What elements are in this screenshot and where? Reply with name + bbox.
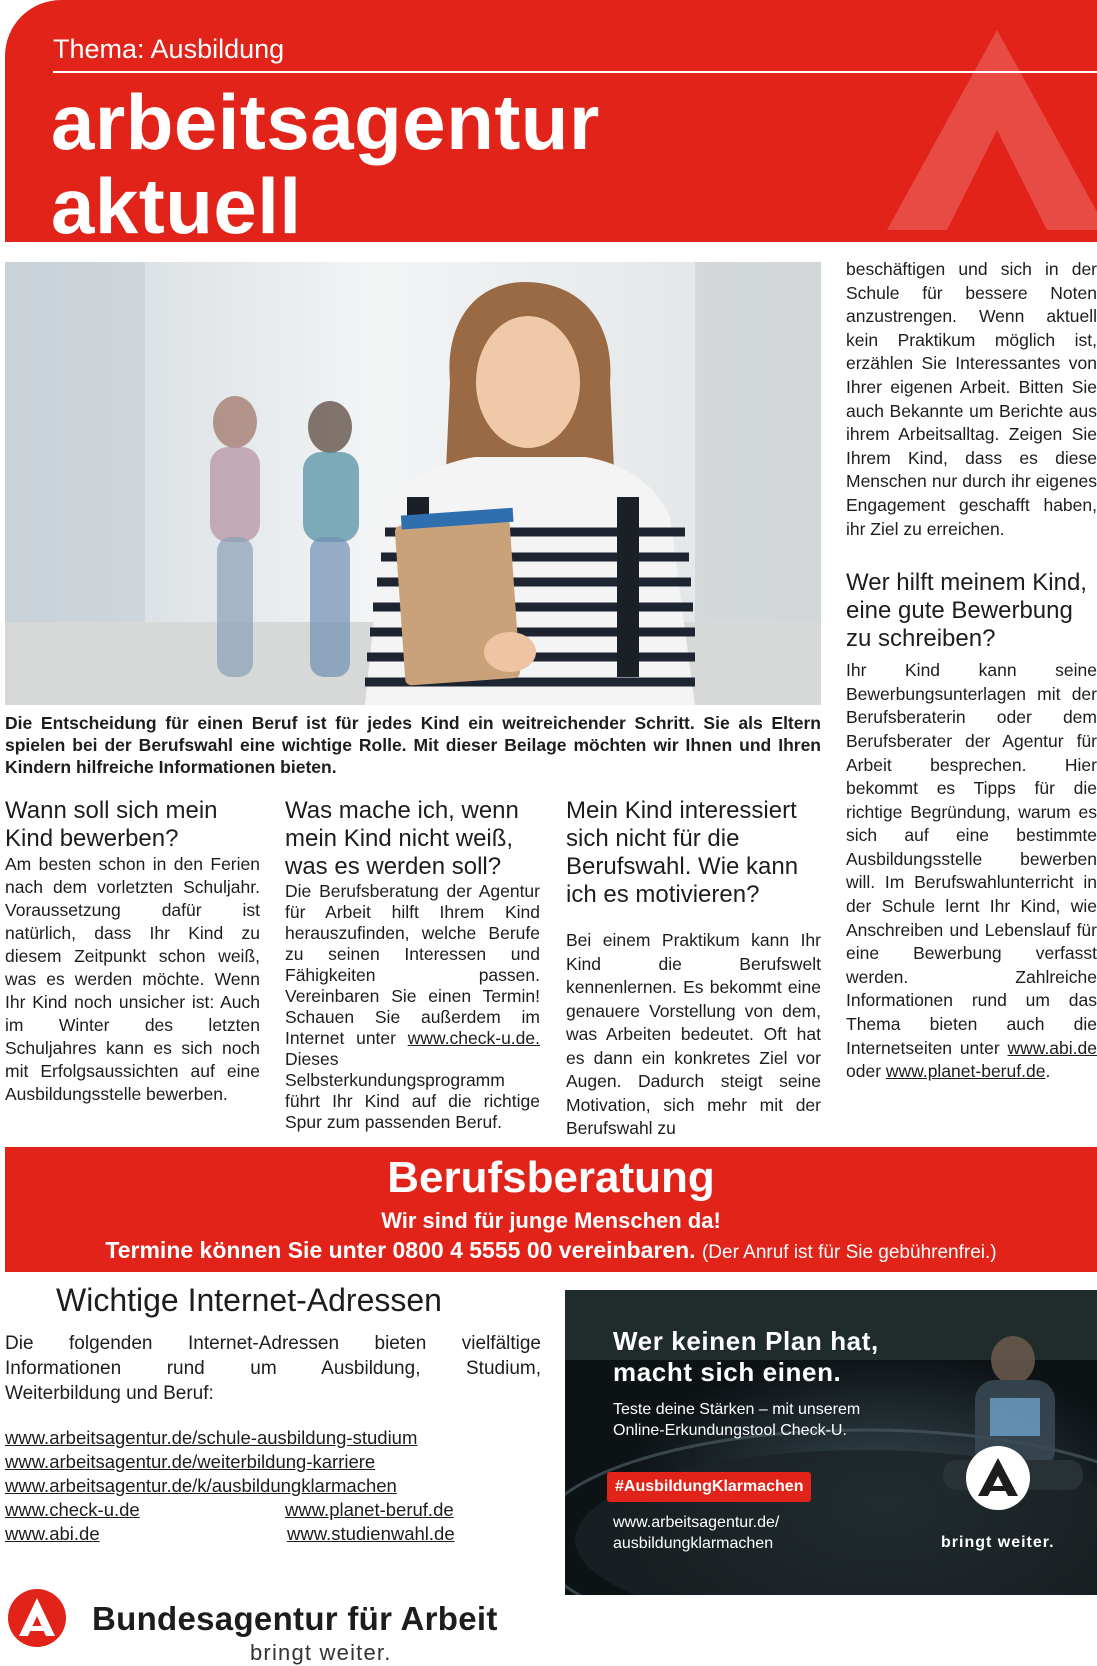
check-u-link[interactable]: www.check-u.de. [407, 1028, 540, 1048]
advert-url-line: www.arbeitsagentur.de/ [613, 1514, 780, 1531]
article-body-text: Die Berufsberatung der Agentur für Arbeit hilft Ihrem Kind herauszufinden, welche Berufe zu seinen Interessen und Fähigkeiten passen. Vereinbaren Sie einen Termin! Schauen Sie außerdem im Internet unter [285, 881, 540, 1048]
banner-note: (Der Anruf ist für Sie gebührenfrei.) [701, 1242, 997, 1263]
link-abi[interactable]: www.abi.de [5, 1523, 100, 1544]
article-continuation: beschäftigen und sich in der Schule für bessere Noten anzustrengen. Wenn aktuell kein Praktikum möglich ist, erzählen Sie Interessantes von Ihrer eigenen Arbeit. Bitten Sie auch Bekannte um Berichte aus ihrem Arbeitsalltag. Zeigen Sie Ihrem Kind, dass es diese Menschen nur durch ihr eigenes Engagement geschafft haben, ihr Ziel zu erreichen. [846, 259, 1097, 539]
article-body: Am besten schon in den Ferien nach dem vorletzten Schuljahr. Voraussetzung dafür ist natürlich, dass Ihr Kind zu diesem Zeitpunkt schon weiß, was es werden möchte. Wenn Ihr Kind noch unsicher ist: Auch im Winter des letzten Schuljahres kann es sich noch mit Erfolgsaussichten auf eine Ausbildungsstelle bewerben. [5, 854, 260, 1104]
article-heading: Wer hilft meinem Kind, eine gute Bewerbung zu schreiben? [846, 569, 1087, 653]
advert-subline [613, 1399, 860, 1441]
article-when-to-apply [5, 797, 260, 1106]
masthead-title-line1: arbeitsagentur [51, 78, 600, 166]
article-heading: Was mache ich, wenn mein Kind nicht weiß, was es werden soll? [285, 797, 519, 880]
article-heading: Mein Kind interessiert sich nicht für die Berufswahl. Wie kann ich es motivieren? [566, 797, 799, 908]
advert-claim: bringt weiter. [941, 1534, 1055, 1551]
kicker: Thema: Ausbildung [53, 34, 285, 64]
article-body [846, 659, 1097, 1084]
internet-addresses-title: Wichtige Internet-Adressen [56, 1282, 442, 1318]
organisation-name: Bundesagentur für Arbeit [92, 1600, 498, 1637]
masthead [5, 0, 1097, 242]
agency-logo-icon [966, 1446, 1030, 1510]
link-weiterbildung-karriere[interactable]: www.arbeitsagentur.de/weiterbildung-karriere [5, 1451, 376, 1472]
article-body-text: . [1045, 1061, 1051, 1082]
hashtag-badge: #AusbildungKlarmachen [607, 1472, 811, 1502]
intro-line: Die folgenden Internet-Adressen bieten vielfältige [5, 1333, 541, 1354]
link-planet-beruf[interactable]: www.planet-beruf.de [285, 1499, 454, 1520]
link-studienwahl[interactable]: www.studienwahl.de [287, 1523, 455, 1544]
banner-title: Berufsberatung [387, 1153, 715, 1202]
article-body-text: Ihr Kind kann seine Bewerbungsunterlagen mit der Berufsberaterin oder dem Berufsberater der Agentur für Arbeit besprechen. Hier bekommt es Tipps für die richtige Begründung, warum es sich auf eine bestimmte Ausbildungsstelle bewerben will. Im Berufswahlunterricht in der Schule lernt Ihr Kind, wie Anschreiben und Lebenslauf für eine Bewerbung verfasst werden. Zahlreiche Informationen rund um das Thema bieten auch die Internetseiten unter [846, 660, 1097, 1058]
advert-headline-line: Wer keinen Plan hat, [613, 1326, 879, 1356]
article-right-column [846, 258, 1097, 1084]
planet-beruf-link[interactable]: www.planet-beruf.de [885, 1061, 1046, 1082]
link-schule-ausbildung-studium[interactable]: www.arbeitsagentur.de/schule-ausbildung-studium [5, 1427, 418, 1448]
article-career-guidance [285, 797, 540, 1133]
berufsberatung-banner [5, 1147, 1097, 1272]
agency-logo-mark [966, 1446, 1030, 1510]
header-rule [53, 71, 1097, 73]
advert-headline-line: macht sich einen. [613, 1357, 842, 1387]
article-body: Bei einem Praktikum kann Ihr Kind die Berufswelt kennenlernen. Es bekommt eine genauere Vorstellung von dem, was Arbeiten bedeutet. Oft hat es dann ein konkretes Ziel vor Augen. Dadurch steigt seine Motivation, sich mehr mit der Berufswahl zu [566, 930, 821, 1138]
check-u-advert[interactable] [565, 1290, 1097, 1595]
intro-line: Informationen rund um Ausbildung, Studium, [5, 1358, 541, 1379]
banner-subtitle: Wir sind für junge Menschen da! [381, 1208, 721, 1233]
intro-text: Die Entscheidung für einen Beruf ist für jedes Kind ein weitreichender Schritt. Sie als Eltern spielen bei der Berufswahl eine wichtige Rolle. Mit dieser Beilage möchten wir Ihnen und Ihren Kindern hilfreiche Informationen bieten. [5, 713, 821, 777]
abi-link[interactable]: www.abi.de [1007, 1037, 1097, 1058]
organisation-claim: bringt weiter. [250, 1640, 392, 1665]
masthead-title [51, 80, 600, 242]
advert-url-line: ausbildungklarmachen [613, 1535, 774, 1552]
banner-phone-text: Termine können Sie unter 0800 4 5555 00 vereinbaren. [105, 1237, 696, 1263]
advert-url[interactable] [613, 1512, 779, 1554]
article-heading: Wann soll sich mein Kind bewerben? [5, 797, 218, 852]
advert-headline [613, 1326, 879, 1388]
article-body [285, 881, 540, 1133]
link-ausbildungklarmachen[interactable]: www.arbeitsagentur.de/k/ausbildungklarmachen [5, 1475, 397, 1496]
article-body-text: oder [846, 1061, 886, 1082]
hero-photo [5, 262, 821, 705]
agency-logo-watermark [877, 20, 1097, 240]
link-check-u[interactable]: www.check-u.de [5, 1499, 140, 1520]
bundesagentur-logo-icon [7, 1588, 67, 1648]
student-hallway-image [5, 262, 821, 705]
masthead-title-line2: aktuell [51, 162, 302, 242]
article-body-text: Dieses Selbsterkundungsprogramm führt Ihr Kind auf die richtige Spur zum passenden Beruf. [285, 1049, 540, 1132]
article-motivation [566, 797, 821, 1141]
internet-addresses-intro [5, 1331, 541, 1406]
banner-phone-line [5, 1237, 1097, 1264]
advert-subline-line: Teste deine Stärken – mit unserem [613, 1401, 861, 1418]
intro-line: Weiterbildung und Beruf: [5, 1383, 214, 1404]
advert-subline-line: Online-Erkundungstool Check-U. [613, 1422, 847, 1439]
